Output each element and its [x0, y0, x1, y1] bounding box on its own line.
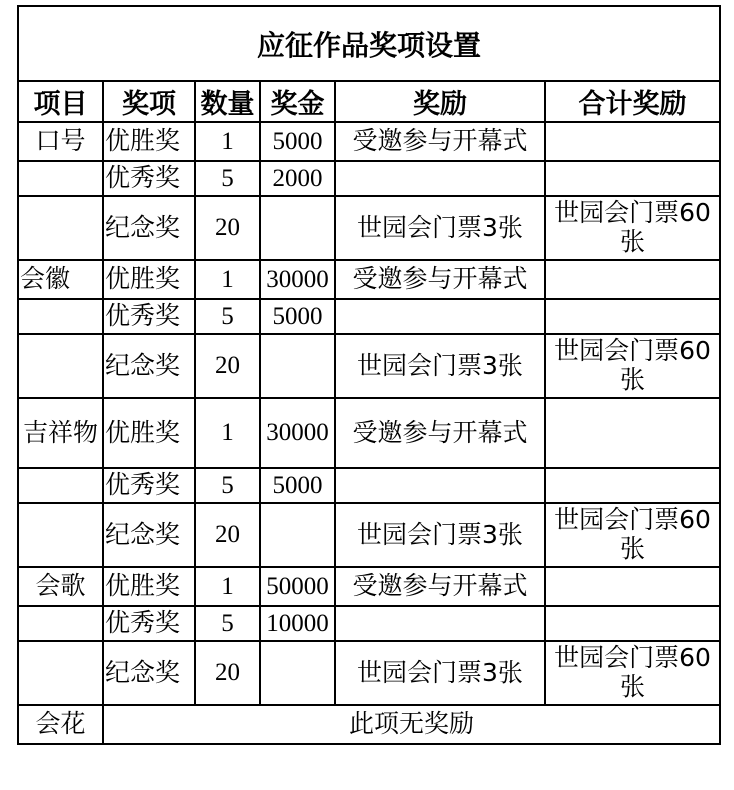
reward-cell: [335, 468, 545, 503]
quantity-cell: 1: [195, 398, 260, 468]
reward-cell: 受邀参与开幕式: [335, 398, 545, 468]
project-cell: [18, 334, 103, 398]
project-cell: 会歌: [18, 567, 103, 606]
award-cell: 优胜奖: [103, 260, 195, 299]
award-cell: 优胜奖: [103, 398, 195, 468]
prize-cell: 10000: [260, 606, 335, 641]
quantity-cell: 5: [195, 606, 260, 641]
award-cell: 优胜奖: [103, 567, 195, 606]
quantity-cell: 1: [195, 122, 260, 161]
reward-cell: [335, 299, 545, 334]
header-quantity: 数量: [195, 81, 260, 122]
total-reward-cell: [545, 260, 720, 299]
quantity-cell: 20: [195, 334, 260, 398]
project-cell: [18, 468, 103, 503]
total-reward-cell: [545, 567, 720, 606]
table-row: [18, 606, 720, 641]
project-cell: [18, 161, 103, 196]
total-reward-cell: 世园会门票60张: [545, 641, 720, 705]
award-cell: 优秀奖: [103, 299, 195, 334]
award-settings-document: [17, 5, 719, 745]
table-row: [18, 122, 720, 161]
project-cell: [18, 503, 103, 567]
quantity-cell: 20: [195, 641, 260, 705]
prize-cell: [260, 641, 335, 705]
reward-cell: [335, 161, 545, 196]
total-reward-cell: 世园会门票60张: [545, 334, 720, 398]
project-cell: [18, 606, 103, 641]
prize-cell: [260, 334, 335, 398]
reward-cell: 受邀参与开幕式: [335, 567, 545, 606]
total-reward-cell: [545, 299, 720, 334]
no-reward-note: 此项无奖励: [103, 705, 720, 744]
project-cell: 口号: [18, 122, 103, 161]
award-cell: 优胜奖: [103, 122, 195, 161]
award-cell: 纪念奖: [103, 196, 195, 260]
award-cell: 优秀奖: [103, 468, 195, 503]
table-row: [18, 398, 720, 468]
reward-cell: 世园会门票3张: [335, 503, 545, 567]
prize-cell: 5000: [260, 299, 335, 334]
table-row: [18, 567, 720, 606]
quantity-cell: 1: [195, 260, 260, 299]
total-reward-cell: [545, 161, 720, 196]
table-row: [18, 260, 720, 299]
table-row: [18, 161, 720, 196]
quantity-cell: 5: [195, 161, 260, 196]
total-reward-cell: 世园会门票60张: [545, 196, 720, 260]
award-cell: 纪念奖: [103, 503, 195, 567]
prize-cell: 50000: [260, 567, 335, 606]
reward-cell: 世园会门票3张: [335, 641, 545, 705]
project-cell: 吉祥物: [18, 398, 103, 468]
reward-cell: [335, 606, 545, 641]
project-cell: [18, 196, 103, 260]
quantity-cell: 5: [195, 299, 260, 334]
quantity-cell: 20: [195, 503, 260, 567]
header-award: 奖项: [103, 81, 195, 122]
reward-cell: 受邀参与开幕式: [335, 260, 545, 299]
reward-cell: 受邀参与开幕式: [335, 122, 545, 161]
quantity-cell: 5: [195, 468, 260, 503]
award-table: [17, 5, 721, 745]
project-cell: [18, 299, 103, 334]
project-cell: 会徽: [18, 260, 103, 299]
table-row: [18, 503, 720, 567]
total-reward-cell: [545, 606, 720, 641]
table-row: [18, 641, 720, 705]
quantity-cell: 20: [195, 196, 260, 260]
prize-cell: [260, 196, 335, 260]
project-cell: [18, 641, 103, 705]
prize-cell: 5000: [260, 122, 335, 161]
prize-cell: 2000: [260, 161, 335, 196]
award-cell: 优秀奖: [103, 606, 195, 641]
reward-cell: 世园会门票3张: [335, 196, 545, 260]
table-row: [18, 196, 720, 260]
table-row: [18, 468, 720, 503]
quantity-cell: 1: [195, 567, 260, 606]
total-reward-cell: [545, 122, 720, 161]
header-row: [18, 81, 720, 122]
header-prize: 奖金: [260, 81, 335, 122]
prize-cell: 30000: [260, 260, 335, 299]
prize-cell: [260, 503, 335, 567]
table-title: 应征作品奖项设置: [18, 6, 720, 81]
table-row: [18, 299, 720, 334]
header-reward: 奖励: [335, 81, 545, 122]
award-cell: 纪念奖: [103, 641, 195, 705]
total-reward-cell: [545, 398, 720, 468]
reward-cell: 世园会门票3张: [335, 334, 545, 398]
project-cell: 会花: [18, 705, 103, 744]
total-reward-cell: 世园会门票60张: [545, 503, 720, 567]
header-total-reward: 合计奖励: [545, 81, 720, 122]
total-reward-cell: [545, 468, 720, 503]
award-cell: 纪念奖: [103, 334, 195, 398]
header-project: 项目: [18, 81, 103, 122]
prize-cell: 30000: [260, 398, 335, 468]
table-row: [18, 334, 720, 398]
award-cell: 优秀奖: [103, 161, 195, 196]
prize-cell: 5000: [260, 468, 335, 503]
table-row: [18, 705, 720, 744]
